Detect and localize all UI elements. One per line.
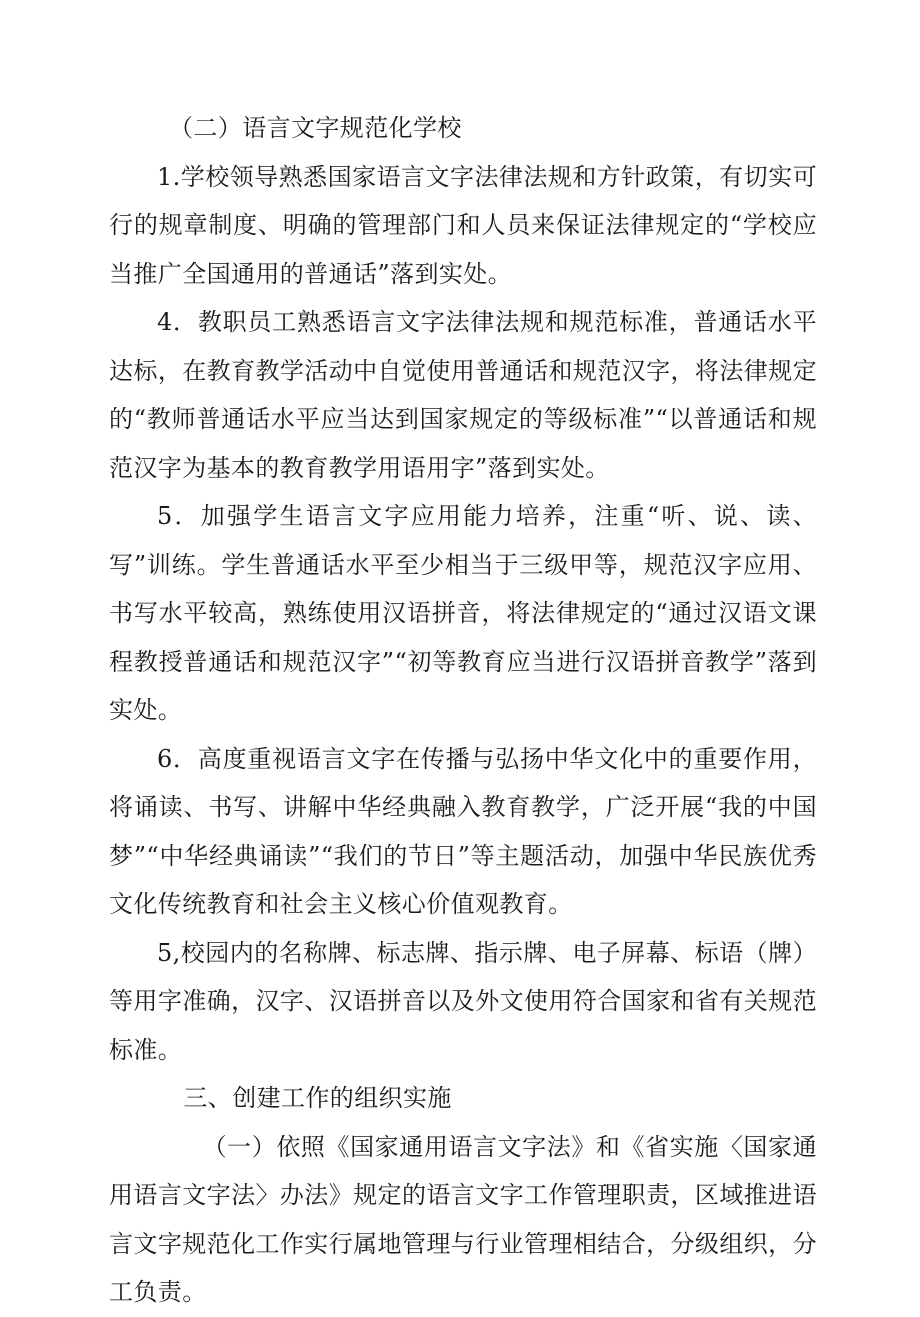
section-heading-organization: 三、创建工作的组织实施: [183, 1084, 452, 1112]
subheading-language-standard-school: （二）语言文字规范化学校: [169, 114, 462, 142]
document-body: [109, 104, 817, 1317]
paragraph-section-3-sub-1: （一）依照《国家通用语言文字法》和《省实施〈国家通用语言文字法〉办法》规定的语言文字工作管理职责，区域推进语言文字规范化工作实行属地管理与行业管理相结合，分级组织，分工负责。: [109, 1132, 817, 1306]
paragraph-item-6: 6．高度重视语言文字在传播与弘扬中华文化中的重要作用，将诵读、书写、讲解中华经典融入教育教学，广泛开展“我的中国梦”“中华经典诵读”“我们的节日”等主题活动，加强中华民族优秀文化传统教育和社会主义核心价值观教育。: [109, 744, 817, 918]
paragraph-item-5-campus-signs: 5,校园内的名称牌、标志牌、指示牌、电子屏幕、标语（牌）等用字准确，汉字、汉语拼音以及外文使用符合国家和省有关规范标准。: [109, 938, 817, 1064]
paragraph-item-4: 4．教职员工熟悉语言文字法律法规和规范标准，普通话水平达标，在教育教学活动中自觉使用普通话和规范汉字，将法律规定的“教师普通话水平应当达到国家规定的等级标准”“以普通话和规范汉字为基本的教育教学用语用字”落到实处。: [109, 308, 817, 482]
paragraph-item-5-students: 5．加强学生语言文字应用能力培养，注重“听、说、读、写”训练。学生普通话水平至少相当于三级甲等，规范汉字应用、书写水平较高，熟练使用汉语拼音，将法律规定的“通过汉语文课程教授普通话和规范汉字”“初等教育应当进行汉语拼音教学”落到实处。: [109, 502, 817, 724]
paragraph-item-1: 1.学校领导熟悉国家语言文字法律法规和方针政策，有切实可行的规章制度、明确的管理部门和人员来保证法律规定的“学校应当推广全国通用的普通话”落到实处。: [109, 162, 817, 288]
